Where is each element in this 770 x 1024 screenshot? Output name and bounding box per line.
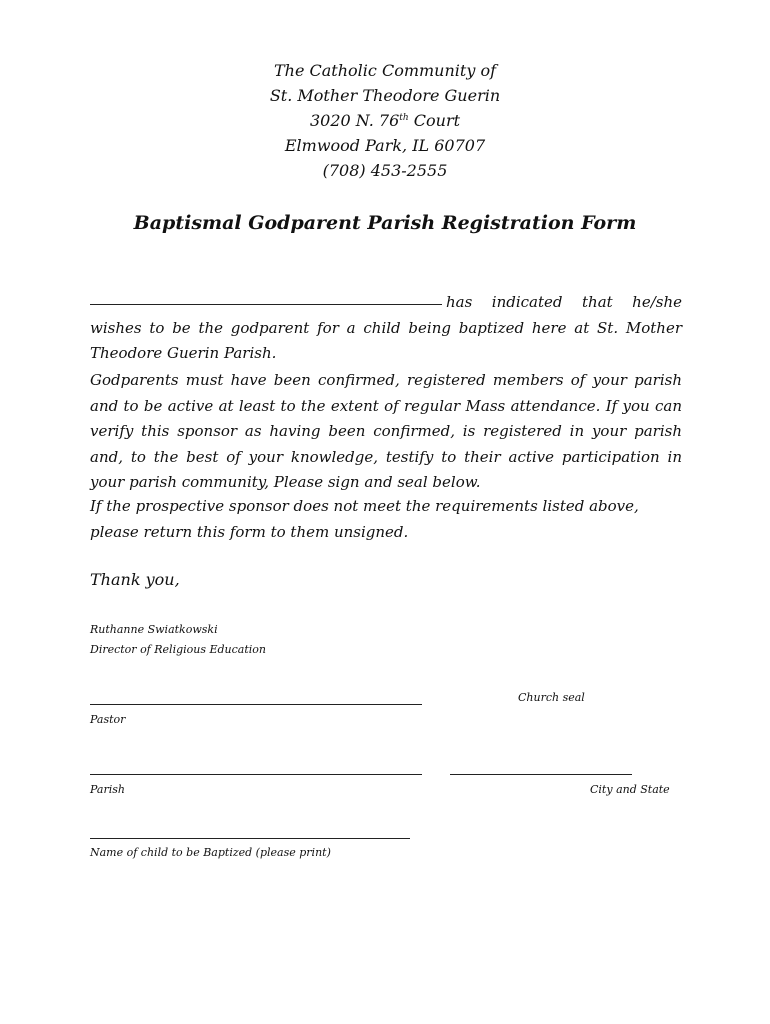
city-state-label: City and State (590, 783, 670, 796)
intro-text: has indicated that he/she wishes to be the godparent for a child being baptized here at St. Mother Theodore Guerin Parish. (90, 293, 682, 362)
sponsor-name-blank[interactable] (90, 303, 442, 305)
street-address (0, 108, 770, 133)
parish-label: Parish (90, 783, 125, 796)
signer-title: Director of Religious Education (90, 643, 267, 656)
unsigned-note-paragraph: If the prospective sponsor does not meet the requirements listed above, please return this form to them unsigned. (90, 497, 639, 541)
signer-name: Ruthanne Swiatkowski (90, 623, 218, 636)
pastor-label: Pastor (90, 713, 126, 726)
thanks-text: Thank you, (90, 570, 180, 589)
intro-paragraph (90, 290, 682, 367)
child-name-line[interactable] (90, 838, 410, 839)
org-name: The Catholic Community of (273, 61, 496, 80)
church-seal-label: Church seal (518, 691, 585, 704)
parish-name: St. Mother Theodore Guerin (269, 86, 501, 105)
parish-header (0, 58, 770, 183)
pastor-signature-line[interactable] (90, 704, 422, 705)
parish-line[interactable] (90, 774, 422, 775)
street-type: Court (408, 111, 461, 130)
form-title: Baptismal Godparent Parish Registration Form (133, 212, 637, 234)
street-number: 3020 N. 76 (309, 111, 400, 130)
child-name-label: Name of child to be Baptized (please print) (90, 846, 331, 859)
phone-number: (708) 453-2555 (322, 161, 448, 180)
city-line: Elmwood Park, IL 60707 (284, 136, 486, 155)
street-suffix: th (399, 113, 409, 123)
city-state-line[interactable] (450, 774, 632, 775)
requirements-paragraph: Godparents must have been confirmed, registered members of your parish and to be active at least to the extent of regular Mass attendance. If you can verify this sponsor as having been confirmed, is registered in your parish and, to the best of your knowledge, testify to their active participation in your parish community, Please sign and seal below. (90, 371, 682, 491)
